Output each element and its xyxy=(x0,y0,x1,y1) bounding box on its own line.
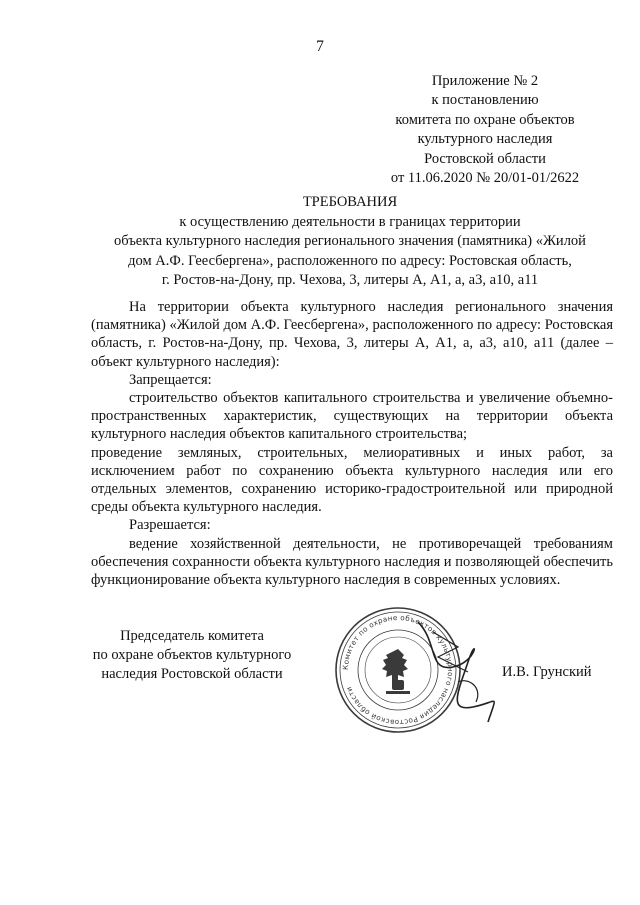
annex-line: Ростовской области xyxy=(424,150,546,167)
annex-line: Приложение № 2 xyxy=(431,73,539,89)
title-line: к осуществлению деятельности в границах территории xyxy=(179,213,521,230)
title-line: г. Ростов-на-Дону, пр. Чехова, 3, литеры А, А1, а, а3, а10, а11 xyxy=(161,272,539,288)
prohibited-item: строительство объектов капитального строительства и увеличение объемно-пространственных характеристик, существующих на территории объекта культурного наследия объектов капитального строительства; xyxy=(91,390,613,443)
annex-line: комитета по охране объектов xyxy=(395,111,575,128)
allowed-item: ведение хозяйственной деятельности, не противоречащей требованиям обеспечения сохранности объекта культурного наследия и позволяющей обеспечить функционирование объекта культурного наследия в современных условиях. xyxy=(91,535,613,589)
handwritten-signature xyxy=(398,612,508,732)
allowed-label: Разрешается: xyxy=(129,517,211,534)
title-line: объекта культурного наследия регионального значения (памятника) «Жилой xyxy=(114,233,586,249)
svg-text:Комитет по охране объектов кул: Комитет по охране объектов культурного наследия Ростовской области xyxy=(340,612,456,728)
document-title xyxy=(80,193,620,291)
document-body xyxy=(91,298,613,589)
position-line: Председатель комитета xyxy=(120,628,264,644)
annex-block xyxy=(375,72,595,188)
intro-paragraph: На территории объекта культурного наследия регионального значения (памятника) «Жилой дом А.Ф. Геесбергена», расположенного по адресу: Ростовская область, г. Ростов-на-Дону, пр. Чехова, 3, литеры А, А1, а, а3, а10, а11 (далее – объект культурного наследия): xyxy=(91,299,613,370)
annex-line: к постановлению xyxy=(431,92,539,109)
prohibited-item: проведение земляных, строительных, мелиоративных и иных работ, за исключением работ по сохранению объекта культурного наследия или его отдельных элементов, сохранению историко-градостроительной или природной среды объекта культурного наследия. xyxy=(91,444,613,516)
title-line: дом А.Ф. Геесбергена», расположенного по адресу: Ростовская область, xyxy=(128,252,572,269)
signatory-position xyxy=(82,627,302,684)
title-heading: ТРЕБОВАНИЯ xyxy=(302,194,398,210)
signatory-name: И.В. Грунский xyxy=(502,664,592,680)
annex-line: культурного наследия xyxy=(417,131,553,148)
prohibited-label: Запрещается: xyxy=(129,371,212,388)
annex-line: от 11.06.2020 № 20/01-01/2622 xyxy=(390,170,580,187)
position-line: наследия Ростовской области xyxy=(101,666,283,682)
page-number: 7 xyxy=(316,38,324,55)
position-line: по охране объектов культурного xyxy=(92,647,292,663)
